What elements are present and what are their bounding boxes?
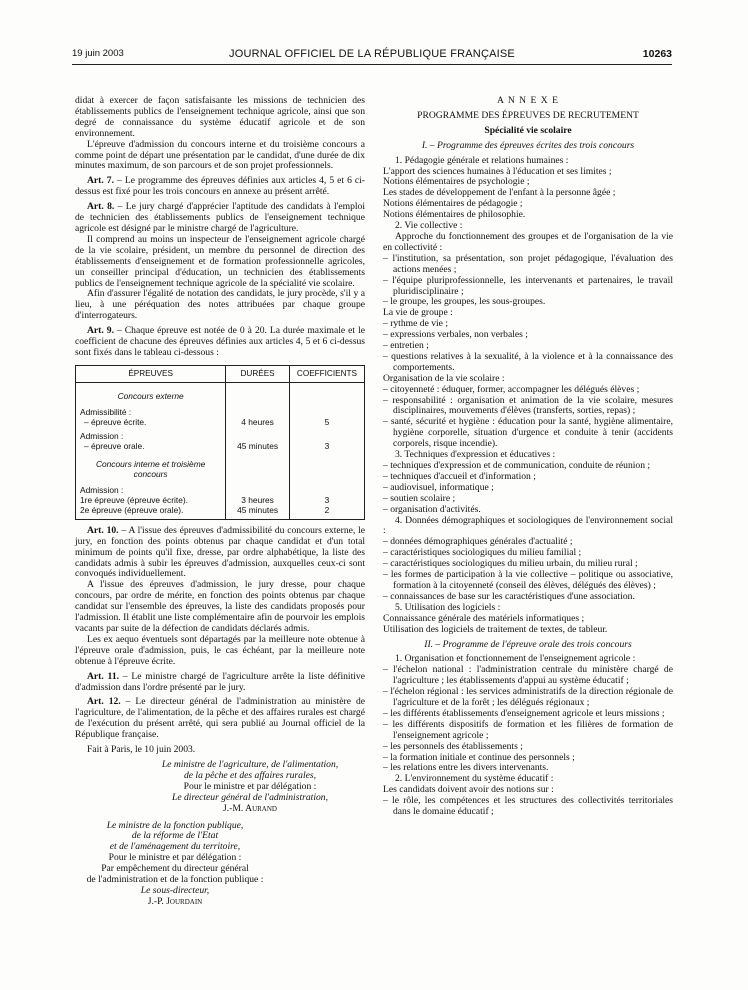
paragraph: Afin d'assurer l'égalité de notation des candidats, le jury procède, s'il y a lieu, à une péréquation des notes attribuées par chaque groupe d'interrogateurs. bbox=[75, 288, 365, 322]
table-cell: Concours interne et troisième concours bbox=[76, 451, 226, 479]
list-item: – les différents établissements d'enseignement agricole et leurs missions ; bbox=[383, 707, 665, 719]
header-date: 19 juin 2003 bbox=[72, 48, 124, 59]
list-item: – caractéristiques sociologiques du milieu familial ; bbox=[383, 547, 582, 559]
signature-line: de la réforme de l'Etat bbox=[131, 830, 219, 842]
subsection-heading: 3. Techniques d'expression et éducatives : bbox=[395, 449, 556, 461]
list-item: – le rôle, les compétences et les structures des collectivités territoriales dans le domaine éducatif ; bbox=[383, 795, 673, 818]
list-item: – les différents dispositifs de formation et les filières de formation de l'enseignement agricole ; bbox=[383, 718, 673, 741]
signature-line: Pour le ministre et par délégation : bbox=[108, 852, 242, 864]
signature-line: Pour le ministre et par délégation : bbox=[183, 780, 317, 792]
list-item: – données démographiques générales d'actualité ; bbox=[383, 536, 573, 548]
subsection-heading: 5. Utilisation des logiciels : bbox=[395, 601, 501, 613]
signature-line: de l'administration et de la fonction publique : bbox=[86, 874, 264, 886]
signature-line: Le ministre de l'agriculture, de l'alimentation, bbox=[161, 758, 339, 770]
table-cell: 45 minutes bbox=[226, 505, 290, 520]
article-text: – Le ministre chargé de l'agriculture arrête la liste définitive d'admission dans l'ordre présenté par le jury. bbox=[75, 670, 365, 693]
list-item: Notions élémentaires de pédagogie ; bbox=[383, 198, 523, 210]
table-cell: 5 bbox=[289, 417, 364, 427]
article-10 bbox=[75, 526, 365, 581]
table-cell: 3 heures bbox=[226, 495, 290, 505]
article-label: Art. 8. bbox=[87, 201, 115, 213]
article-label: Art. 7. bbox=[87, 175, 114, 187]
table-cell: 2 bbox=[289, 505, 364, 520]
article-text: – A l'issue des épreuves d'admissibilité du concours externe, le jury, en fonction des points obtenus par chaque candidat et d'un total minimum de points qu'il fixe, dresse, par ordre alphabétique, la liste des candidats admis à subir les épreuves d'admission, auxquelles ceux-ci sont convoqués individuellement. bbox=[75, 524, 366, 580]
paragraph: L'épreuve d'admission du concours interne et du troisième concours a comme point de départ une présentation par le candidat, d'une durée de dix minutes maximum, de son parcours et de son projet professionnels. bbox=[75, 138, 365, 172]
article-text: – Chaque épreuve est notée de 0 à 20. La durée maximale et le coefficient de chacune des épreuves définies aux articles 4, 5 et 6 ci-dessus sont fixés dans le tableau ci-dessous : bbox=[75, 325, 365, 358]
subsection-heading: 2. Vie collective : bbox=[395, 220, 463, 232]
list-item: – soutien scolaire ; bbox=[383, 492, 456, 504]
table-cell: Admission : bbox=[76, 479, 226, 495]
paragraph: Il comprend au moins un inspecteur de l'enseignement agricole chargé de la vie scolaire, président, un membre du personnel de direction des établissements d'enseignement et de formation professionnelle agricoles, un conseiller principal d'éducation, un technicien des établissements publics de l'enseignement technique agricole de la spécialité vie scolaire. bbox=[75, 233, 365, 289]
article-label: Art. 9. bbox=[87, 325, 114, 337]
paragraph: A l'issue des épreuves d'admission, le jury dresse, pour chaque concours, par ordre de mérite, en fonction des points obtenus par chaque candidat sur l'ensemble des épreuves, la liste des candidats proposés pour l'admission. Il établit une liste complémentaire afin de pourvoir les emplois vacants par suite de la défection de candidats déclarés admis. bbox=[75, 579, 365, 634]
signature-line: Le sous-directeur, bbox=[140, 884, 210, 896]
list-item: – caractéristiques sociologiques du milieu urbain, du milieu rural ; bbox=[383, 558, 638, 570]
table-header: ÉPREUVES bbox=[76, 365, 226, 382]
section-heading: I. – Programme des épreuves écrites des trois concours bbox=[421, 139, 635, 151]
table-cell: Concours externe bbox=[76, 382, 226, 401]
article-label: Art. 11. bbox=[87, 670, 120, 682]
annexe-subtitle: PROGRAMME DES ÉPREUVES DE RECRUTEMENT bbox=[417, 109, 639, 121]
signature-line: Par empêchement du directeur général bbox=[101, 863, 249, 875]
subsection-heading: 1. Pédagogie générale et relations humaines : bbox=[395, 154, 569, 166]
page-number: 10263 bbox=[642, 48, 672, 60]
list-item: – entretien ; bbox=[383, 340, 429, 352]
article-11 bbox=[75, 672, 365, 694]
left-column bbox=[75, 96, 365, 908]
signature-line: Le ministre de la fonction publique, bbox=[106, 819, 244, 831]
subsection-heading: 4. Données démographiques et sociologiques de l'environnement social : bbox=[383, 514, 673, 537]
paragraph: Organisation de la vie scolaire : bbox=[383, 372, 505, 384]
list-item: – organisation d'activités. bbox=[383, 503, 481, 515]
list-item: – les formes de participation à la vie collective – politique ou associative, formation à la citoyenneté (conseil des élèves, délégués des élèves) ; bbox=[383, 569, 673, 591]
paragraph: didat à exercer de façon satisfaisante les missions de technicien des établissements publics de l'enseignement technique agricole, ainsi que son degré de connaissance du système éducatif agricole et de son environnement. bbox=[75, 95, 365, 139]
section-heading: II. – Programme de l'épreuve orale des trois concours bbox=[424, 638, 632, 650]
list-item: Les stades de développement de l'enfant à la personne âgée ; bbox=[383, 187, 616, 199]
paragraph: Les ex aequo éventuels sont départagés par la meilleure note obtenue à l'épreuve orale d'admission, puis, le cas échéant, par la meilleure note obtenue à l'épreuve écrite. bbox=[75, 633, 365, 667]
table-cell: Admission : bbox=[76, 427, 226, 441]
article-label: Art. 12. bbox=[87, 696, 121, 708]
table-header: COEFFICIENTS bbox=[289, 365, 364, 382]
paragraph: Les candidats doivent avoir des notions sur : bbox=[383, 784, 554, 796]
paragraph: Approche du fonctionnement des groupes et de l'organisation de la vie en collectivité : bbox=[383, 230, 673, 253]
list-item: – citoyenneté : éduquer, former, accompagner les délégués élèves ; bbox=[383, 383, 640, 395]
list-item: Utilisation des logiciels de traitement de textes, de tableur. bbox=[383, 623, 608, 635]
table-cell: 3 bbox=[289, 441, 364, 451]
list-item: – santé, sécurité et hygiène : éducation pour la santé, hygiène alimentaire, hygiène corporelle, situation d'urgence et conduite à tenir (accidents corporels, risque incendie). bbox=[383, 416, 673, 450]
list-item: – techniques d'expression et de communication, conduite de réunion ; bbox=[383, 460, 651, 471]
list-item: – expressions verbales, non verbales ; bbox=[383, 329, 528, 341]
header-title: JOURNAL OFFICIEL DE LA RÉPUBLIQUE FRANÇAISE bbox=[229, 48, 515, 60]
article-text: – Le directeur général de l'administration au ministère de l'agriculture, de l'alimentation, de la pêche et des affaires rurales est chargé de l'exécution du présent arrêté, qui sera publié au Journal officiel de la République française. bbox=[75, 696, 365, 741]
table-cell: 45 minutes bbox=[226, 441, 290, 451]
list-item: Notions élémentaires de psychologie ; bbox=[383, 176, 530, 188]
article-9 bbox=[75, 326, 365, 359]
signature-date: Fait à Paris, le 10 juin 2003. bbox=[87, 744, 196, 756]
list-item: – techniques d'accueil et d'information ; bbox=[383, 470, 536, 482]
signature-line: et de l'aménagement du territoire, bbox=[109, 841, 241, 853]
annexe-title: A N N E X E bbox=[497, 95, 559, 106]
signature-block-1 bbox=[75, 760, 365, 815]
article-text: – Le jury chargé d'apprécier l'aptitude des candidats à l'emploi de technicien des établissements publics de l'enseignement technique agricole est désigné par le ministre chargé de l'agriculture. bbox=[75, 201, 365, 234]
list-item: – le groupe, les groupes, les sous-groupes. bbox=[383, 296, 546, 308]
table-cell: 3 bbox=[289, 495, 364, 505]
specialite-heading: Spécialité vie scolaire bbox=[484, 124, 572, 136]
list-item: – questions relatives à la sexualité, à la violence et à la connaissance des comportements. bbox=[383, 350, 673, 373]
list-item: – connaissances de base sur les caractéristiques d'une association. bbox=[383, 590, 635, 602]
table-cell: – épreuve orale. bbox=[76, 441, 226, 451]
article-8 bbox=[75, 202, 365, 235]
list-item: Connaissance générale des matériels informatiques ; bbox=[383, 612, 585, 624]
table-cell: 4 heures bbox=[226, 417, 290, 427]
table-cell: – épreuve écrite. bbox=[76, 417, 226, 427]
list-item: – l'échelon national : l'administration centrale du ministère chargé de l'agriculture ; les établissements d'appui au système éducatif ; bbox=[383, 664, 673, 687]
article-7 bbox=[75, 176, 365, 198]
list-item: Notions élémentaires de philosophie. bbox=[383, 209, 526, 221]
list-item: – l'institution, sa présentation, son projet pédagogique, l'évaluation des actions menées ; bbox=[383, 252, 673, 275]
list-item: – l'échelon régional : les services administratifs de la direction régionale de l'agriculture et de la forêt ; les délégués régionaux ; bbox=[383, 686, 673, 709]
table-cell: 2e épreuve (épreuve orale). bbox=[76, 505, 226, 520]
list-item: – la formation initiale et continue des personnels ; bbox=[383, 751, 575, 763]
signature-block-2 bbox=[75, 821, 275, 908]
subsection-heading: 2. L'environnement du système éducatif : bbox=[395, 773, 554, 785]
list-item: – audiovisuel, informatique ; bbox=[383, 481, 494, 493]
list-item: – rythme de vie ; bbox=[383, 318, 449, 330]
article-text: – Le programme des épreuves définies aux articles 4, 5 et 6 ci-dessus est fixé pour les trois concours en annexe au présent arrêté. bbox=[75, 175, 366, 198]
signatory-name: J.-P. Jourdain bbox=[147, 895, 203, 907]
table-header: DURÉES bbox=[226, 365, 290, 382]
list-item: L'apport des sciences humaines à l'éducation et ses limites ; bbox=[383, 165, 612, 177]
signatory-name: J.-M. Aurand bbox=[223, 802, 277, 814]
list-item: – les relations entre les divers intervenants. bbox=[383, 762, 549, 774]
right-column bbox=[383, 96, 673, 818]
article-12 bbox=[75, 697, 365, 741]
list-item: – l'équipe pluriprofessionnelle, les intervenants et partenaires, le travail pluridisciplinaire ; bbox=[383, 274, 673, 297]
subsection-heading: 1. Organisation et fonctionnement de l'enseignement agricole : bbox=[395, 653, 636, 665]
article-label: Art. 10. bbox=[87, 524, 119, 536]
list-item: – les personnels des établissements ; bbox=[383, 740, 523, 752]
signature-line: Le directeur général de l'administration, bbox=[172, 791, 328, 803]
list-item: – responsabilité : organisation et animation de la vie scolaire, mesures disciplinaires, mouvements d'élèves (transferts, sorties, repas) ; bbox=[383, 394, 673, 417]
signature-line: de la pêche et des affaires rurales, bbox=[183, 769, 317, 781]
table-cell: 1re épreuve (épreuve écrite). bbox=[76, 495, 226, 505]
exam-table bbox=[75, 365, 365, 520]
header-rule bbox=[72, 64, 672, 65]
table-cell: Admissibilité : bbox=[76, 401, 226, 417]
page-header bbox=[72, 48, 672, 64]
paragraph: La vie de groupe : bbox=[383, 307, 453, 319]
